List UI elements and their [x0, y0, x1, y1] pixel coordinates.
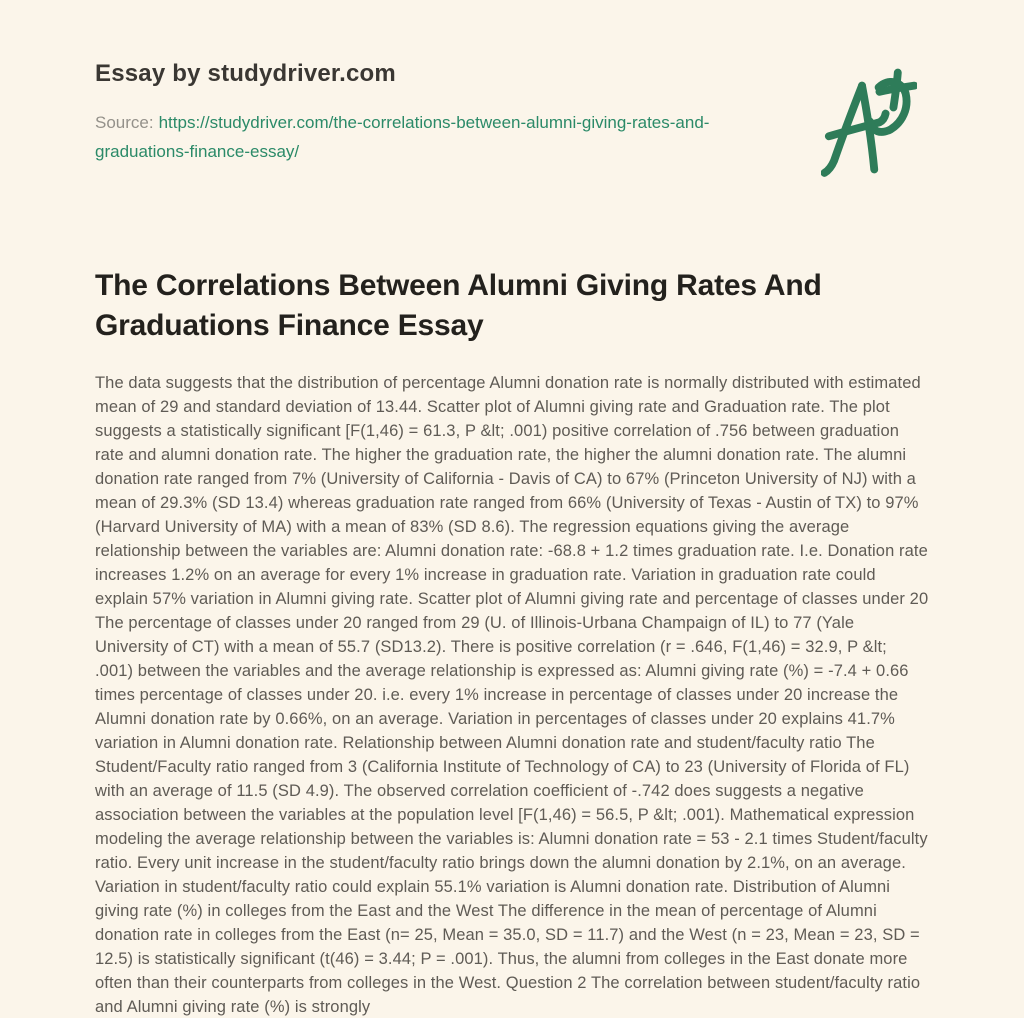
- page-byline: Essay by studydriver.com: [95, 60, 396, 87]
- source-line: [95, 108, 767, 166]
- source-label: Source:: [95, 113, 154, 132]
- source-link[interactable]: https://studydriver.com/the-correlations-between-alumni-giving-rates-and-graduations-finance-essay/: [95, 113, 710, 161]
- header-text-block: [95, 58, 767, 166]
- page-header: [95, 58, 929, 180]
- studydriver-a-plus-logo-icon: [821, 62, 917, 180]
- essay-title: The Correlations Between Alumni Giving Rates And Graduations Finance Essay: [95, 269, 822, 342]
- essay-body-text: The data suggests that the distribution of percentage Alumni donation rate is normally distributed with estimated mean of 29 and standard deviation of 13.44. Scatter plot of Alumni giving rate and Graduation rate. The plot suggests a statistically significant [F(1,46) = 61.3, P &lt; .001) positive correlation of .756 between graduation rate and alumni donation rate. The higher the graduation rate, the higher the alumni donation rate. The alumni donation rate ranged from 7% (University of California - Davis of CA) to 67% (Princeton University of NJ) with a mean of 29.3% (SD 13.4) whereas graduation rate ranged from 66% (University of Texas - Austin of TX) to 97% (Harvard University of MA) with a mean of 83% (SD 8.6). The regression equations giving the average relationship between the variables are: Alumni donation rate: -68.8 + 1.2 times graduation rate. I.e. Donation rate increases 1.2% on an average for every 1% increase in graduation rate. Variation in graduation rate could explain 57% variation in Alumni giving rate. Scatter plot of Alumni giving rate and percentage of classes under 20 The percentage of classes under 20 ranged from 29 (U. of Illinois-Urbana Champaign of IL) to 77 (Yale University of CT) with a mean of 55.7 (SD13.2). There is positive correlation (r = .646, F(1,46) = 32.9, P &lt; .001) between the variables and the average relationship is expressed as: Alumni giving rate (%) = -7.4 + 0.66 times percentage of classes under 20. i.e. every 1% increase in percentage of classes under 20 increase the Alumni donation rate by 0.66%, on an average. Variation in percentages of classes under 20 explains 41.7% variation in Alumni donation rate. Relationship between Alumni donation rate and student/faculty ratio The Student/Faculty ratio ranged from 3 (California Institute of Technology of CA) to 23 (University of Florida of FL) with an average of 11.5 (SD 4.9). The observed correlation coefficient of -.742 does suggests a negative association between the variables at the population level [F(1,46) = 56.5, P &lt; .001). Mathematical expression modeling the average relationship between the variables is: Alumni donation rate = 53 - 2.1 times Student/faculty ratio. Every unit increase in the student/faculty ratio brings down the alumni donation by 2.1%, on an average. Variation in student/faculty ratio could explain 55.1% variation is Alumni donation rate. Distribution of Alumni giving rate (%) in colleges from the East and the West The difference in the mean of percentage of Alumni donation rate in colleges from the East (n= 25, Mean = 35.0, SD = 11.7) and the West (n = 23, Mean = 23, SD = 12.5) is statistically significant (t(46) = 3.44; P = .001). Thus, the alumni from colleges in the East donate more often than their counterparts from colleges in the West. Question 2 The correlation between student/faculty ratio and Alumni giving rate (%) is strongly: [95, 374, 929, 1016]
